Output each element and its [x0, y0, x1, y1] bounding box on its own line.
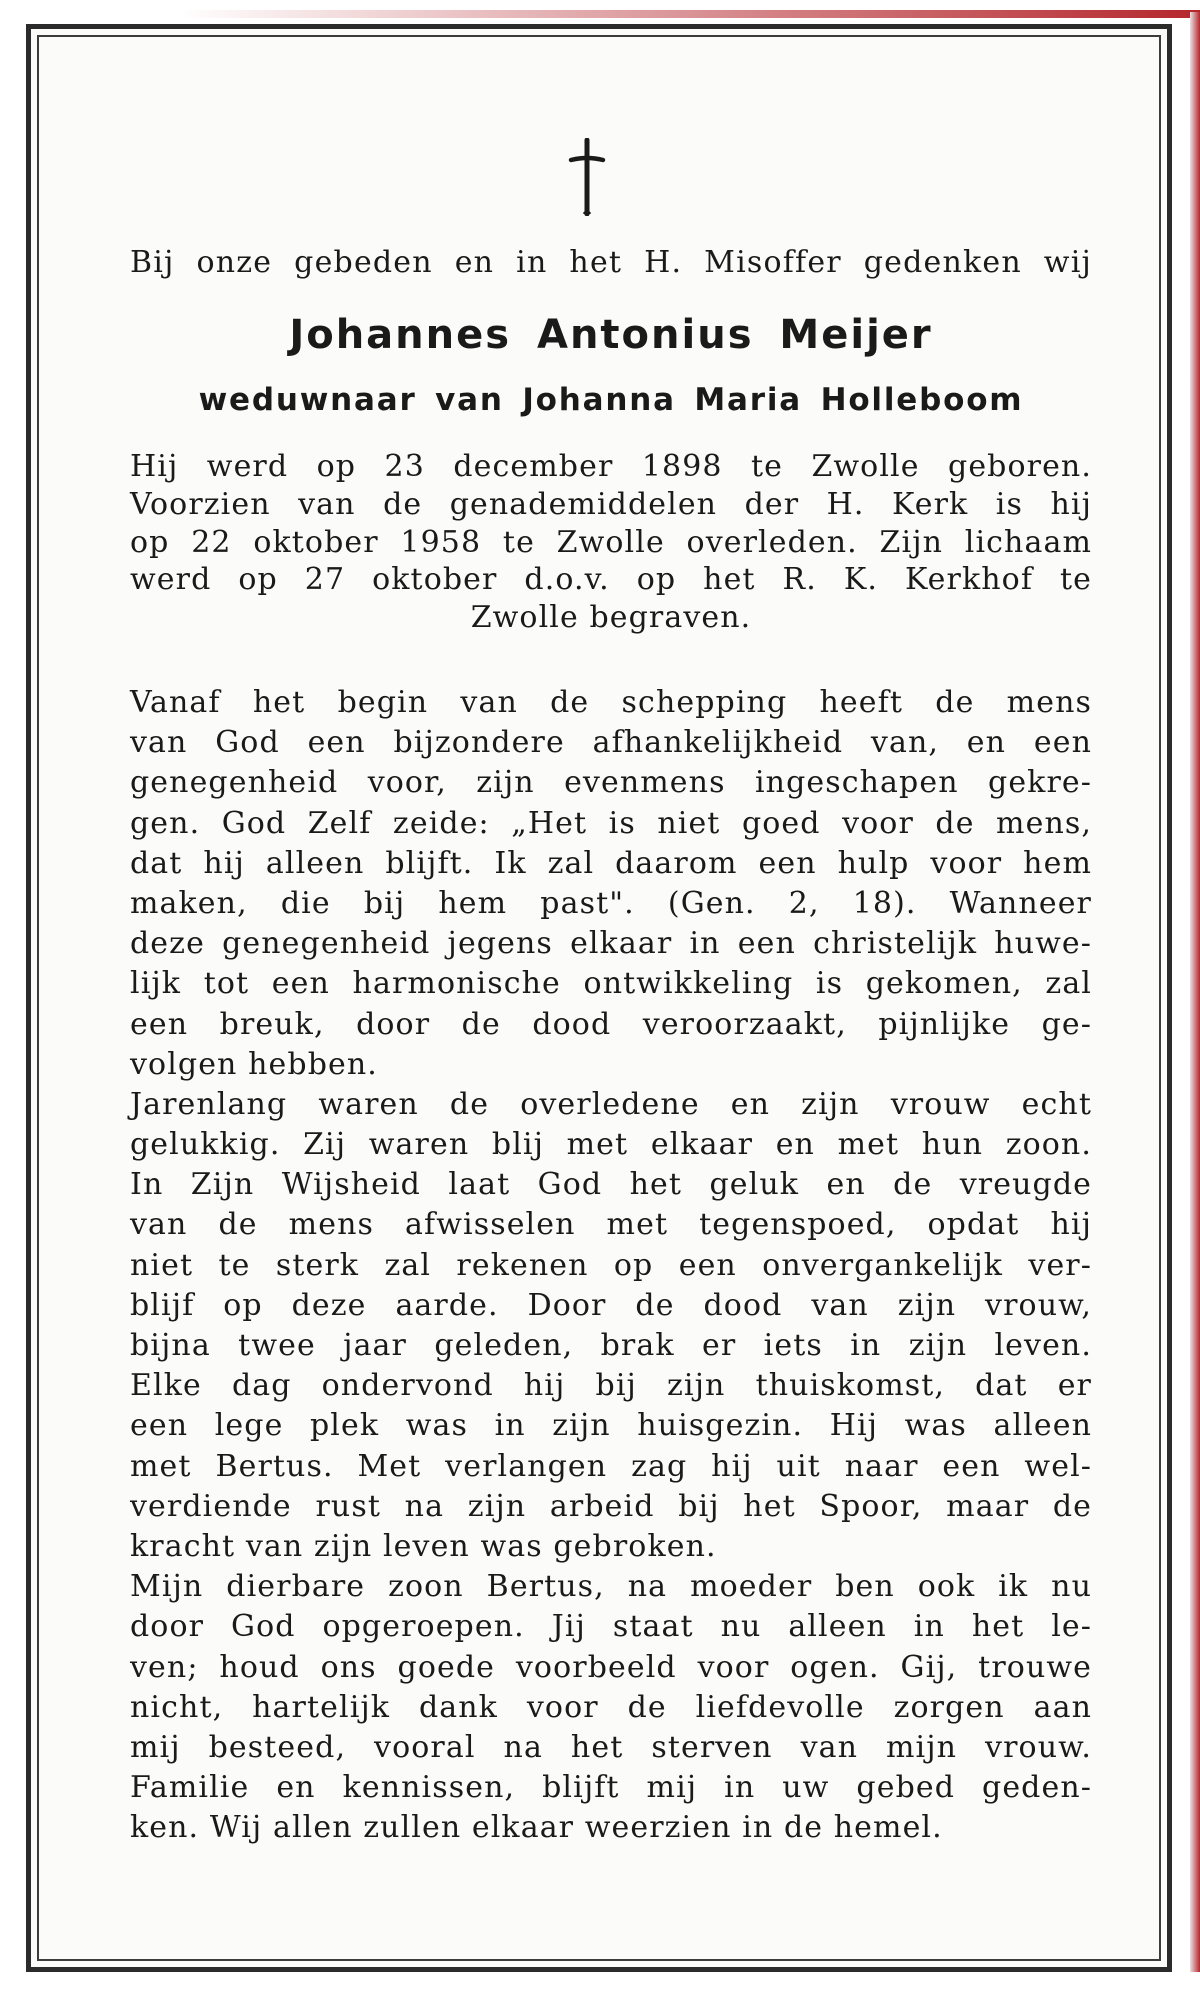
bio-line: werd op 27 oktober d.o.v. op het R. K. Kerkhof te — [130, 562, 1092, 598]
body-line: Jarenlang waren de overledene en zijn vrouw echt — [130, 1086, 1092, 1122]
body-line: mij besteed, vooral na het sterven van mijn vrouw. — [130, 1729, 1092, 1765]
intro-line: Bij onze gebeden en in het H. Misoffer gedenken wij — [130, 245, 1092, 280]
body-line: niet te sterk zal rekenen op een onvergankelijk ver- — [130, 1247, 1092, 1283]
body-line: In Zijn Wijsheid laat God het geluk en de vreugde — [130, 1167, 1092, 1203]
bio-line: Voorzien van de genademiddelen der H. Kerk is hij — [130, 486, 1092, 522]
body-line: een lege plek was in zijn huisgezin. Hij was alleen — [130, 1408, 1092, 1444]
body-line: deze genegenheid jegens elkaar in een christelijk huwe- — [130, 926, 1092, 962]
body-line: ken. Wij allen zullen elkaar weerzien in de hemel. — [130, 1810, 943, 1846]
body-text — [130, 683, 1092, 1848]
body-line: van de mens afwisselen met tegenspoed, opdat hij — [130, 1207, 1092, 1243]
body-line: lijk tot een harmonische ontwikkeling is gekomen, zal — [130, 966, 1092, 1002]
card-edge-top — [180, 10, 1200, 18]
deceased-name: Johannes Antonius Meijer — [289, 312, 933, 358]
body-line: ven; houd ons goede voorbeeld voor ogen. Gij, trouwe — [130, 1649, 1092, 1685]
bio-line: Zwolle begraven. — [470, 600, 752, 636]
body-line: gen. God Zelf zeide: „Het is niet goed voor de mens, — [130, 805, 1092, 841]
body-line: Vanaf het begin van de schepping heeft de mens — [130, 685, 1092, 720]
biography — [130, 448, 1092, 637]
body-line: dat hij alleen blijft. Ik zal daarom een hulp voor hem — [130, 845, 1092, 881]
card-edge-right — [1190, 12, 1200, 1972]
body-line: Elke dag ondervond hij bij zijn thuiskomst, dat er — [130, 1368, 1092, 1404]
bio-line: Hij werd op 23 december 1898 te Zwolle geboren. — [130, 449, 1092, 484]
body-line: maken, die bij hem past". (Gen. 2, 18). Wanneer — [130, 885, 1092, 921]
cross-icon — [565, 138, 609, 216]
body-line: gelukkig. Zij waren blij met elkaar en met hun zoon. — [130, 1127, 1092, 1163]
body-line: door God opgeroepen. Jij staat nu alleen in het le- — [130, 1609, 1092, 1645]
body-line: bijna twee jaar geleden, brak er iets in zijn leven. — [130, 1328, 1092, 1363]
body-line: verdiende rust na zijn arbeid bij het Spoor, maar de — [130, 1488, 1092, 1524]
body-line: volgen hebben. — [130, 1046, 378, 1082]
body-line: nicht, hartelijk dank voor de liefdevolle zorgen aan — [130, 1689, 1092, 1725]
body-line: Familie en kennissen, blijft mij in uw gebed geden- — [130, 1770, 1092, 1806]
body-line: een breuk, door de dood veroorzaakt, pijnlijke ge- — [130, 1006, 1092, 1042]
body-line: van God een bijzondere afhankelijkheid van, en een — [130, 725, 1092, 761]
body-line: kracht van zijn leven was gebroken. — [130, 1528, 717, 1564]
widower-subtitle: weduwnaar van Johanna Maria Holleboom — [198, 382, 1024, 418]
body-line: blijf op deze aarde. Door de dood van zijn vrouw, — [130, 1287, 1092, 1323]
body-line: met Bertus. Met verlangen zag hij uit naar een wel- — [130, 1448, 1092, 1484]
body-line: genegenheid voor, zijn evenmens ingeschapen gekre- — [130, 765, 1092, 801]
bio-line: op 22 oktober 1958 te Zwolle overleden. Zijn lichaam — [130, 524, 1092, 560]
body-line: Mijn dierbare zoon Bertus, na moeder ben ook ik nu — [130, 1569, 1092, 1605]
